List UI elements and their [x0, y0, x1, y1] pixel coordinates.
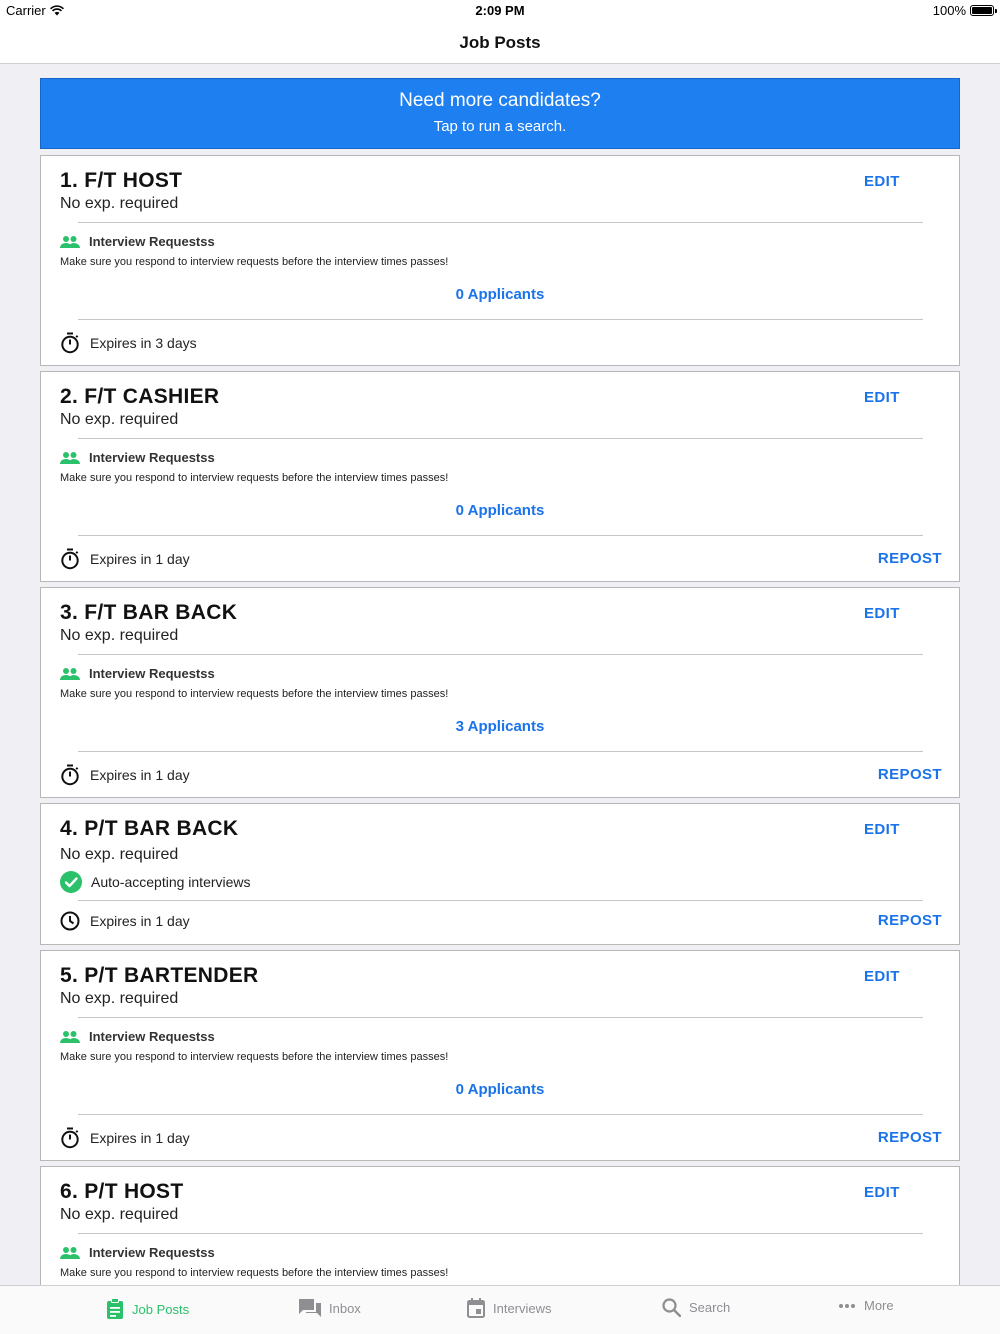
- people-icon: [60, 667, 80, 681]
- battery-icon: [970, 5, 994, 16]
- battery-indicator: [933, 3, 994, 18]
- job-post-card: [40, 950, 960, 1161]
- applicants-link[interactable]: 0 Applicants: [455, 1081, 545, 1098]
- interview-requests-label: Interview Requestss: [89, 1245, 215, 1260]
- search-banner[interactable]: [40, 78, 960, 149]
- edit-button[interactable]: EDIT: [864, 821, 900, 838]
- auto-accept-row: [60, 871, 251, 893]
- expiry-text: Expires in 1 day: [90, 1130, 190, 1146]
- clock-icon: [60, 911, 80, 931]
- repost-button[interactable]: REPOST: [877, 766, 942, 783]
- repost-button[interactable]: REPOST: [877, 1129, 942, 1146]
- interview-requests-row: [60, 234, 215, 249]
- divider: [78, 222, 923, 223]
- applicants-link[interactable]: 0 Applicants: [455, 286, 545, 303]
- tab-label: Search: [689, 1300, 731, 1315]
- job-requirement: No exp. required: [60, 195, 179, 212]
- divider: [78, 438, 923, 439]
- tab-bar: [0, 1285, 1000, 1334]
- battery-percent: 100%: [932, 3, 966, 18]
- job-requirement: No exp. required: [60, 846, 179, 863]
- divider: [78, 1233, 923, 1234]
- tab-more[interactable]: [838, 1298, 894, 1313]
- calendar-icon: [467, 1298, 485, 1318]
- divider: [78, 751, 923, 752]
- divider: [78, 1114, 923, 1115]
- divider: [78, 319, 923, 320]
- interview-requests-row: [60, 666, 215, 681]
- expiry-text: Expires in 3 days: [90, 335, 197, 351]
- chat-icon: [299, 1298, 321, 1318]
- divider: [78, 535, 923, 536]
- repost-button[interactable]: REPOST: [877, 912, 942, 929]
- tab-label: Inbox: [329, 1300, 361, 1316]
- edit-button[interactable]: EDIT: [864, 173, 900, 190]
- edit-button[interactable]: EDIT: [864, 389, 900, 406]
- banner-subtext: Tap to run a search.: [433, 118, 567, 135]
- tab-label: Interviews: [493, 1300, 552, 1316]
- expiry-row: [60, 911, 190, 931]
- interview-requests-note: Make sure you respond to interview requests before the interview times passes!: [60, 256, 449, 268]
- job-title: 3. F/T BAR BACK: [60, 601, 238, 624]
- tab-job-posts[interactable]: [106, 1298, 189, 1320]
- interview-requests-label: Interview Requestss: [89, 666, 215, 681]
- clipboard-icon: [106, 1298, 124, 1320]
- interview-requests-label: Interview Requestss: [89, 234, 215, 249]
- divider: [78, 900, 923, 901]
- job-requirement: No exp. required: [60, 411, 179, 428]
- expiry-row: [60, 764, 190, 786]
- tab-label: More: [864, 1298, 894, 1313]
- applicants-link[interactable]: 3 Applicants: [455, 718, 545, 735]
- job-post-card: [40, 1166, 960, 1296]
- people-icon: [60, 1246, 80, 1260]
- interview-requests-row: [60, 1029, 215, 1044]
- expiry-row: [60, 1127, 190, 1149]
- expiry-row: [60, 548, 190, 570]
- navigation-bar: [0, 22, 1000, 64]
- more-dots-icon: [838, 1303, 856, 1309]
- job-requirement: No exp. required: [60, 627, 179, 644]
- expiry-text: Expires in 1 day: [90, 913, 190, 929]
- stopwatch-icon: [60, 332, 80, 354]
- interview-requests-row: [60, 450, 215, 465]
- interview-requests-row: [60, 1245, 215, 1260]
- stopwatch-icon: [60, 764, 80, 786]
- applicants-link[interactable]: 0 Applicants: [455, 502, 545, 519]
- tab-inbox[interactable]: [299, 1298, 361, 1318]
- job-post-card: [40, 803, 960, 945]
- edit-button[interactable]: EDIT: [864, 605, 900, 622]
- auto-accept-label: Auto-accepting interviews: [91, 874, 251, 890]
- interview-requests-label: Interview Requestss: [89, 450, 215, 465]
- edit-button[interactable]: EDIT: [864, 1184, 900, 1201]
- banner-headline: Need more candidates?: [399, 90, 601, 111]
- interview-requests-label: Interview Requestss: [89, 1029, 215, 1044]
- tab-interviews[interactable]: [467, 1298, 552, 1318]
- interview-requests-note: Make sure you respond to interview requests before the interview times passes!: [60, 1051, 449, 1063]
- job-post-card: [40, 587, 960, 798]
- job-title: 6. P/T HOST: [60, 1180, 184, 1203]
- stopwatch-icon: [60, 548, 80, 570]
- check-circle-icon: [60, 871, 82, 893]
- page-title: Job Posts: [459, 32, 541, 52]
- job-post-card: [40, 155, 960, 366]
- job-requirement: No exp. required: [60, 990, 179, 1007]
- status-bar: [0, 0, 1000, 22]
- edit-button[interactable]: EDIT: [864, 968, 900, 985]
- clock: 2:09 PM: [475, 3, 525, 18]
- interview-requests-note: Make sure you respond to interview requests before the interview times passes!: [60, 472, 449, 484]
- expiry-text: Expires in 1 day: [90, 767, 190, 783]
- tab-label: Job Posts: [132, 1301, 190, 1317]
- repost-button[interactable]: REPOST: [877, 550, 942, 567]
- search-icon: [662, 1298, 681, 1317]
- people-icon: [60, 235, 80, 249]
- tab-search[interactable]: [662, 1298, 730, 1317]
- job-title: 5. P/T BARTENDER: [60, 964, 259, 987]
- job-title: 1. F/T HOST: [60, 169, 183, 192]
- carrier-label: Carrier: [6, 3, 46, 18]
- people-icon: [60, 1030, 80, 1044]
- expiry-row: [60, 332, 197, 354]
- job-post-card: [40, 371, 960, 582]
- expiry-text: Expires in 1 day: [90, 551, 190, 567]
- job-requirement: No exp. required: [60, 1206, 179, 1223]
- job-title: 4. P/T BAR BACK: [60, 817, 239, 840]
- job-title: 2. F/T CASHIER: [60, 385, 220, 408]
- stopwatch-icon: [60, 1127, 80, 1149]
- divider: [78, 1017, 923, 1018]
- interview-requests-note: Make sure you respond to interview requests before the interview times passes!: [60, 688, 449, 700]
- divider: [78, 654, 923, 655]
- interview-requests-note: Make sure you respond to interview requests before the interview times passes!: [60, 1267, 449, 1279]
- people-icon: [60, 451, 80, 465]
